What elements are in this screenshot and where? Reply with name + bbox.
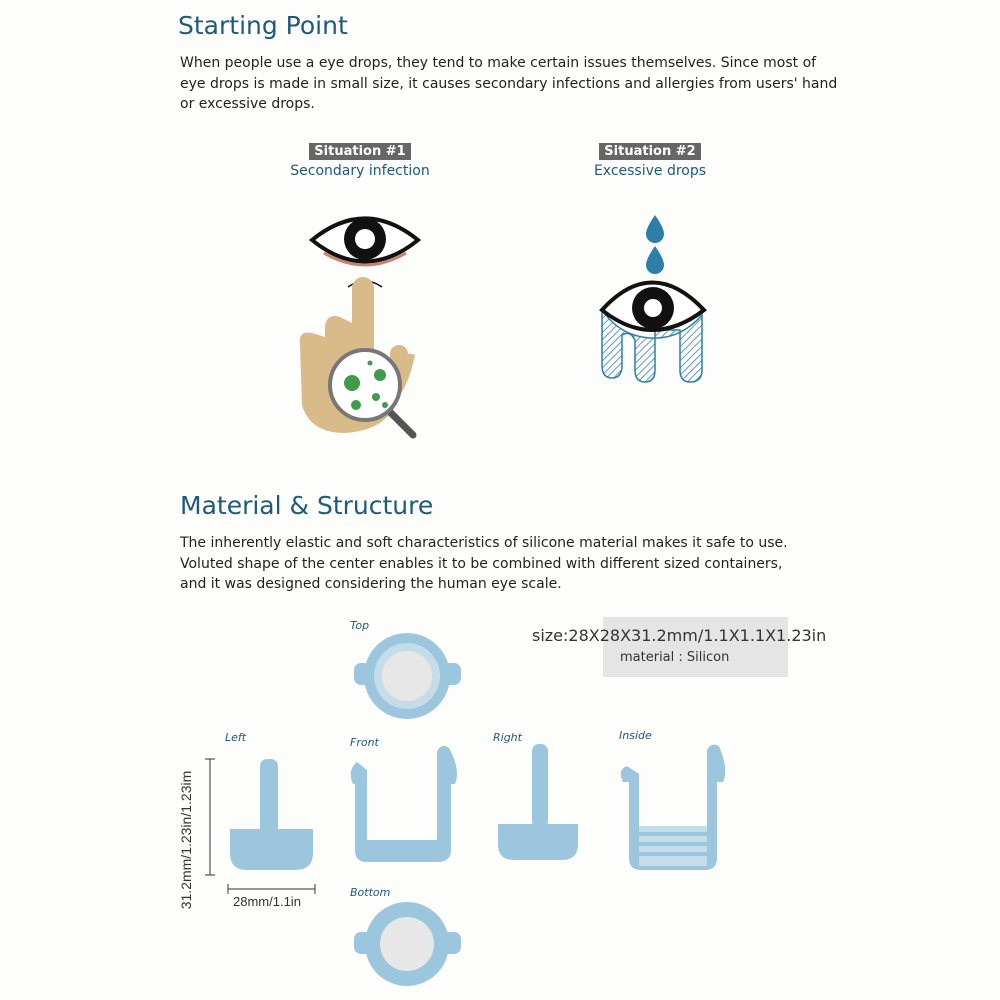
eye-icon [602,283,704,331]
size-spec: size:28X28X31.2mm/1.1X1.1X1.23in [532,626,827,645]
front-view-drawing [345,740,465,870]
drop-icon [646,215,664,274]
situation-1-subtitle: Secondary infection [290,163,430,179]
paragraph-line: and it was designed considering the human eye scale. [180,576,562,592]
paragraph-line: When people use a eye drops, they tend to make certain issues themselves. Since most of [180,55,817,71]
dimension-lines [200,755,340,905]
paragraph-line: Voluted shape of the center enables it to be combined with different sized containers, [180,555,783,572]
situation-1-badge: Situation #1 [309,143,410,160]
width-dimension: 28mm/1.1in [233,894,301,909]
view-label-left: Left [225,731,247,744]
eye-icon [312,218,418,265]
height-dimension: 31.2mm/1.23in/1.23im [178,770,194,910]
situation-2-subtitle: Excessive drops [593,163,707,179]
view-label-front: Front [350,736,379,749]
material-spec: material : Silicon [620,650,730,665]
paragraph-line: The inherently elastic and soft characteristics of silicone material makes it safe to use. [180,535,788,551]
situation-2-badge: Situation #2 [599,143,700,160]
view-label-right: Right [493,731,522,744]
secondary-infection-illustration [280,205,440,450]
situation-2-header [580,142,720,160]
paragraph-line: eye drops is made in small size, it causes secondary infections and allergies from users' hand [180,75,838,92]
view-label-inside: Inside [619,729,652,742]
view-label-bottom: Bottom [350,886,391,899]
starting-point-paragraph [180,53,840,115]
top-view-drawing [350,630,465,715]
material-structure-title: Material & Structure [180,491,434,520]
paragraph-line: or excessive drops. [180,96,315,112]
inside-view-drawing [615,740,730,875]
right-view-drawing [490,740,585,865]
bottom-view-drawing [350,900,465,990]
situation-1-header [290,142,430,160]
starting-point-title: Starting Point [178,11,348,40]
excessive-drops-illustration [590,210,720,385]
material-structure-paragraph [180,533,840,595]
view-label-top: Top [350,619,370,632]
